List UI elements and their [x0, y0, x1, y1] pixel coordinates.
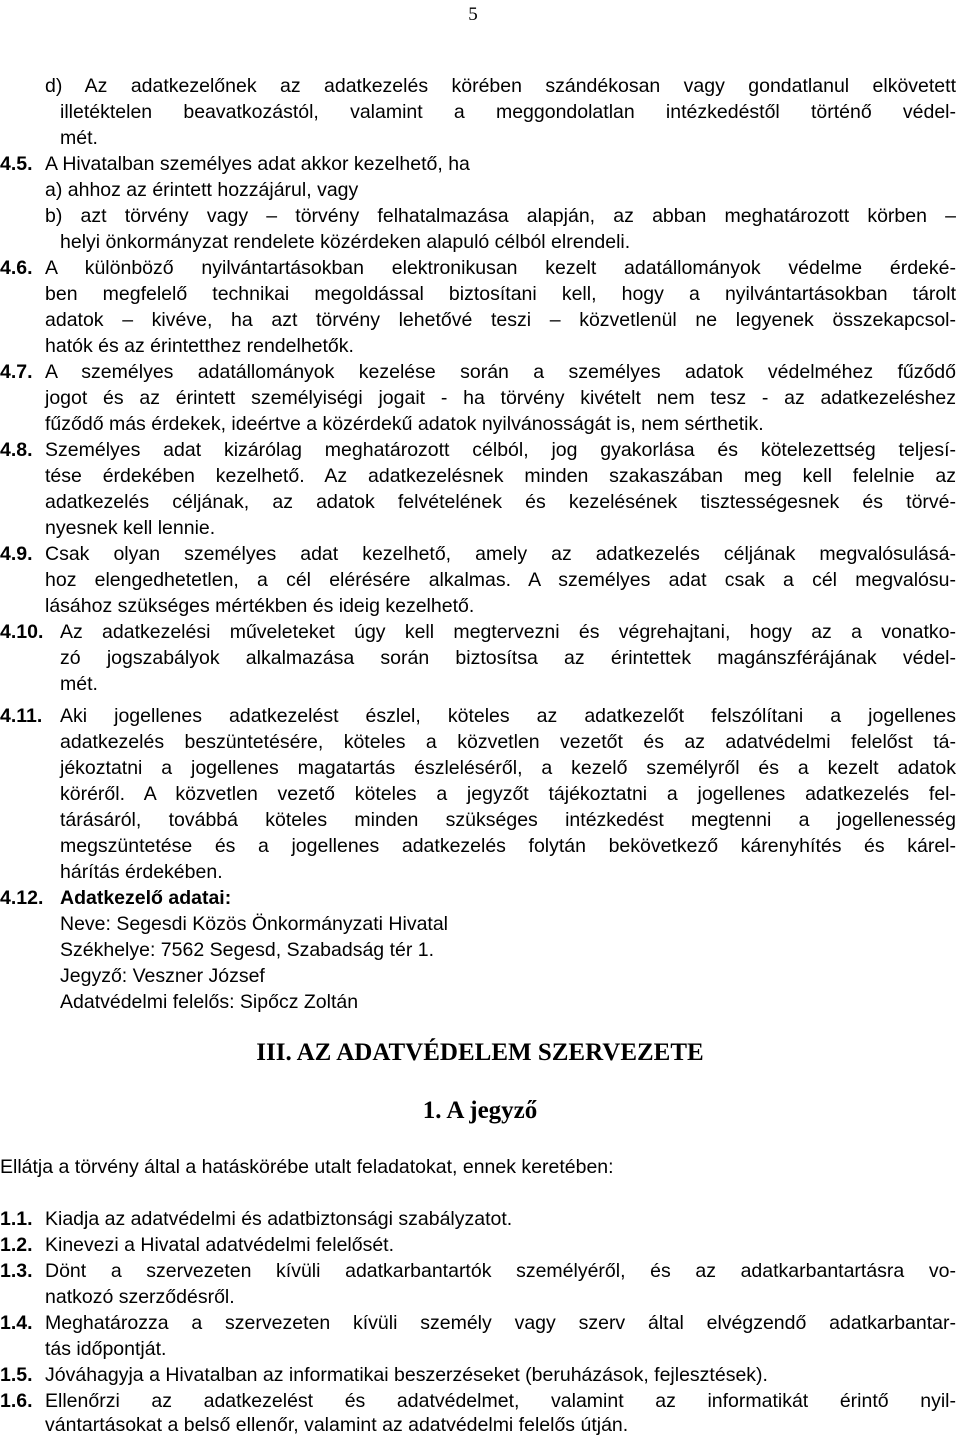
text-span: Aki jogellenes adatkezelést észlel, köteles az adatkezelőt felszólítani a jogellenes	[60, 705, 956, 727]
text-line: b) azt törvény vagy – törvény felhatalmazása alapján, az abban meghatározott körben –	[45, 205, 956, 227]
list-item	[0, 1362, 768, 1388]
list-item	[0, 1258, 956, 1284]
text-span: Személyes adat kizárólag meghatározott célból, jog gyakorlása és kötelezettség teljesí-	[45, 439, 956, 461]
text-line: hoz elengedhetetlen, a cél elérésére alkalmas. A személyes adat csak a cél megvalósu-	[45, 569, 956, 591]
text-span: A Hivatalban személyes adat akkor kezelhető, ha	[45, 153, 470, 175]
item-text: Dönt a szervezeten kívüli adatkarbantartók személyéről, és az adatkarbantartásra vo-	[45, 1260, 956, 1282]
text-line: jogot és az érintett személyiségi jogait - ha törvény kivételt nem tesz - az adatkezeléshez	[45, 387, 956, 409]
text-line: jékoztatni a jogellenes magatartás észleléséről, a kezelő személyről és a kezelt adatok	[60, 757, 956, 779]
controller-name: Neve: Segesdi Közös Önkormányzati Hivatal	[60, 913, 449, 935]
text-line	[0, 541, 956, 567]
text-line	[0, 359, 956, 385]
chapter-heading: III. AZ ADATVÉDELEM SZERVEZETE	[256, 1039, 704, 1066]
controller-dpo: Adatvédelmi felelős: Sipőcz Zoltán	[60, 991, 359, 1013]
list-item	[0, 1206, 512, 1232]
text-line	[0, 255, 956, 281]
item-text: Ellenőrzi az adatkezelést és adatvédelmet, valamint az informatikát érintő nyil-	[45, 1390, 956, 1412]
text-line: tárásáról, továbbá köteles minden szükséges intézkedést megtenni a jogellenesség	[60, 809, 956, 831]
text-line: lásához szükséges mértékben és ideig kezelhető.	[45, 595, 475, 617]
item-text: Jóváhagyja a Hivatalban az informatikai beszerzéseket (beruházások, fejlesztések).	[45, 1364, 768, 1386]
text-line: illetéktelen beavatkozástól, valamint a meggondolatlan intézkedéstől történő védel-	[60, 101, 956, 123]
list-item	[0, 1310, 956, 1336]
page-number: 5	[468, 4, 478, 25]
item-text-continued: natkozó szerződésről.	[45, 1286, 235, 1308]
text-line: köréről. A közvetlen vezető köteles a jegyzőt tájékoztatni a jogellenes adatkezelés fel-	[60, 783, 956, 805]
text-line	[0, 437, 956, 463]
section-number: 4.10.	[0, 621, 44, 643]
text-line: megszüntetése és a jogellenes adatkezelés folytán bekövetkező kárenyhítés és kárel-	[60, 835, 956, 857]
text-span: A különböző nyilvántartásokban elektronikusan kezelt adatállományok védelme érdeké-	[45, 257, 956, 279]
text-line	[0, 619, 956, 645]
text-line: fűződő más érdekek, ideértve a közérdekű adatok nyilvánosságát is, nem sérthetik.	[45, 413, 764, 435]
section-number: 4.7.	[0, 361, 33, 383]
text-line: nyesnek kell lennie.	[45, 517, 216, 539]
text-span: A személyes adatállományok kezelése során a személyes adatok védelméhez fűződő	[45, 361, 956, 383]
text-line: ben megfelelő technikai megoldással biztosítani kell, hogy a nyilvántartásokban tárolt	[45, 283, 956, 305]
text-line	[0, 885, 231, 911]
text-line: mét.	[60, 127, 98, 149]
text-line: d) Az adatkezelőnek az adatkezelés körében szándékosan vagy gondatlanul elkövetett	[45, 75, 956, 97]
item-number: 1.1.	[0, 1208, 33, 1230]
text-span: Az adatkezelési műveleteket úgy kell megtervezni és végrehajtani, hogy az a vonatko-	[60, 621, 956, 643]
text-line: helyi önkormányzat rendelete közérdeken alapuló célból elrendeli.	[60, 231, 631, 253]
item-text: Meghatározza a szervezeten kívüli személy vagy szerv által elvégzendő adatkarbantar-	[45, 1312, 956, 1334]
text-line	[0, 151, 470, 177]
text-line: mét.	[60, 673, 98, 695]
item-number: 1.3.	[0, 1260, 33, 1282]
section-number: 4.9.	[0, 543, 33, 565]
controller-title: Adatkezelő adatai:	[60, 887, 232, 909]
text-line	[0, 703, 956, 729]
item-text: Kinevezi a Hivatal adatvédelmi felelősét.	[45, 1234, 395, 1256]
item-number: 1.5.	[0, 1364, 33, 1386]
text-line: hatók és az érintetthez rendelhetők.	[45, 335, 354, 357]
section-number: 4.6.	[0, 257, 33, 279]
controller-notary: Jegyző: Veszner József	[60, 965, 265, 987]
text-line: adatkezelés beszüntetésére, köteles a közvetlen vezetőt és az adatvédelmi felelőst tá-	[60, 731, 956, 753]
text-line: tése érdekében kezelhető. Az adatkezelésnek minden szakaszában meg kell felelnie az	[45, 465, 956, 487]
list-item	[0, 1388, 956, 1414]
item-text-continued: vántartásokat a belső ellenőr, valamint az adatvédelmi felelős útján.	[45, 1414, 629, 1436]
item-text: Kiadja az adatvédelmi és adatbiztonsági szabályzatot.	[45, 1208, 513, 1230]
text-line: hárítás érdekében.	[60, 861, 223, 883]
controller-seat: Székhelye: 7562 Segesd, Szabadság tér 1.	[60, 939, 435, 961]
text-span: Csak olyan személyes adat kezelhető, amely az adatkezelés céljának megvalósulásá-	[45, 543, 956, 565]
section-number: 4.12.	[0, 887, 44, 909]
item-number: 1.4.	[0, 1312, 33, 1334]
text-line: adatkezelés céljának, az adatok felvételének és kezelésének tisztességesnek és törvé-	[45, 491, 956, 513]
section-number: 4.8.	[0, 439, 33, 461]
text-line: a) ahhoz az érintett hozzájárul, vagy	[45, 179, 359, 201]
list-item	[0, 1232, 394, 1258]
text-line: zó jogszabályok alkalmazása során biztosítsa az érintettek magánszférájának védel-	[60, 647, 956, 669]
item-number: 1.6.	[0, 1390, 33, 1412]
section-number: 4.11.	[0, 705, 43, 727]
intro-text: Ellátja a törvény által a hatáskörébe utalt feladatokat, ennek keretében:	[0, 1156, 614, 1178]
section-number: 4.5.	[0, 153, 33, 175]
item-number: 1.2.	[0, 1234, 33, 1256]
text-line: adatok – kivéve, ha azt törvény lehetővé teszi – közvetlenül ne legyenek összekapcsol-	[45, 309, 956, 331]
section-heading: 1. A jegyző	[422, 1097, 538, 1124]
item-text-continued: tás időpontját.	[45, 1338, 167, 1360]
